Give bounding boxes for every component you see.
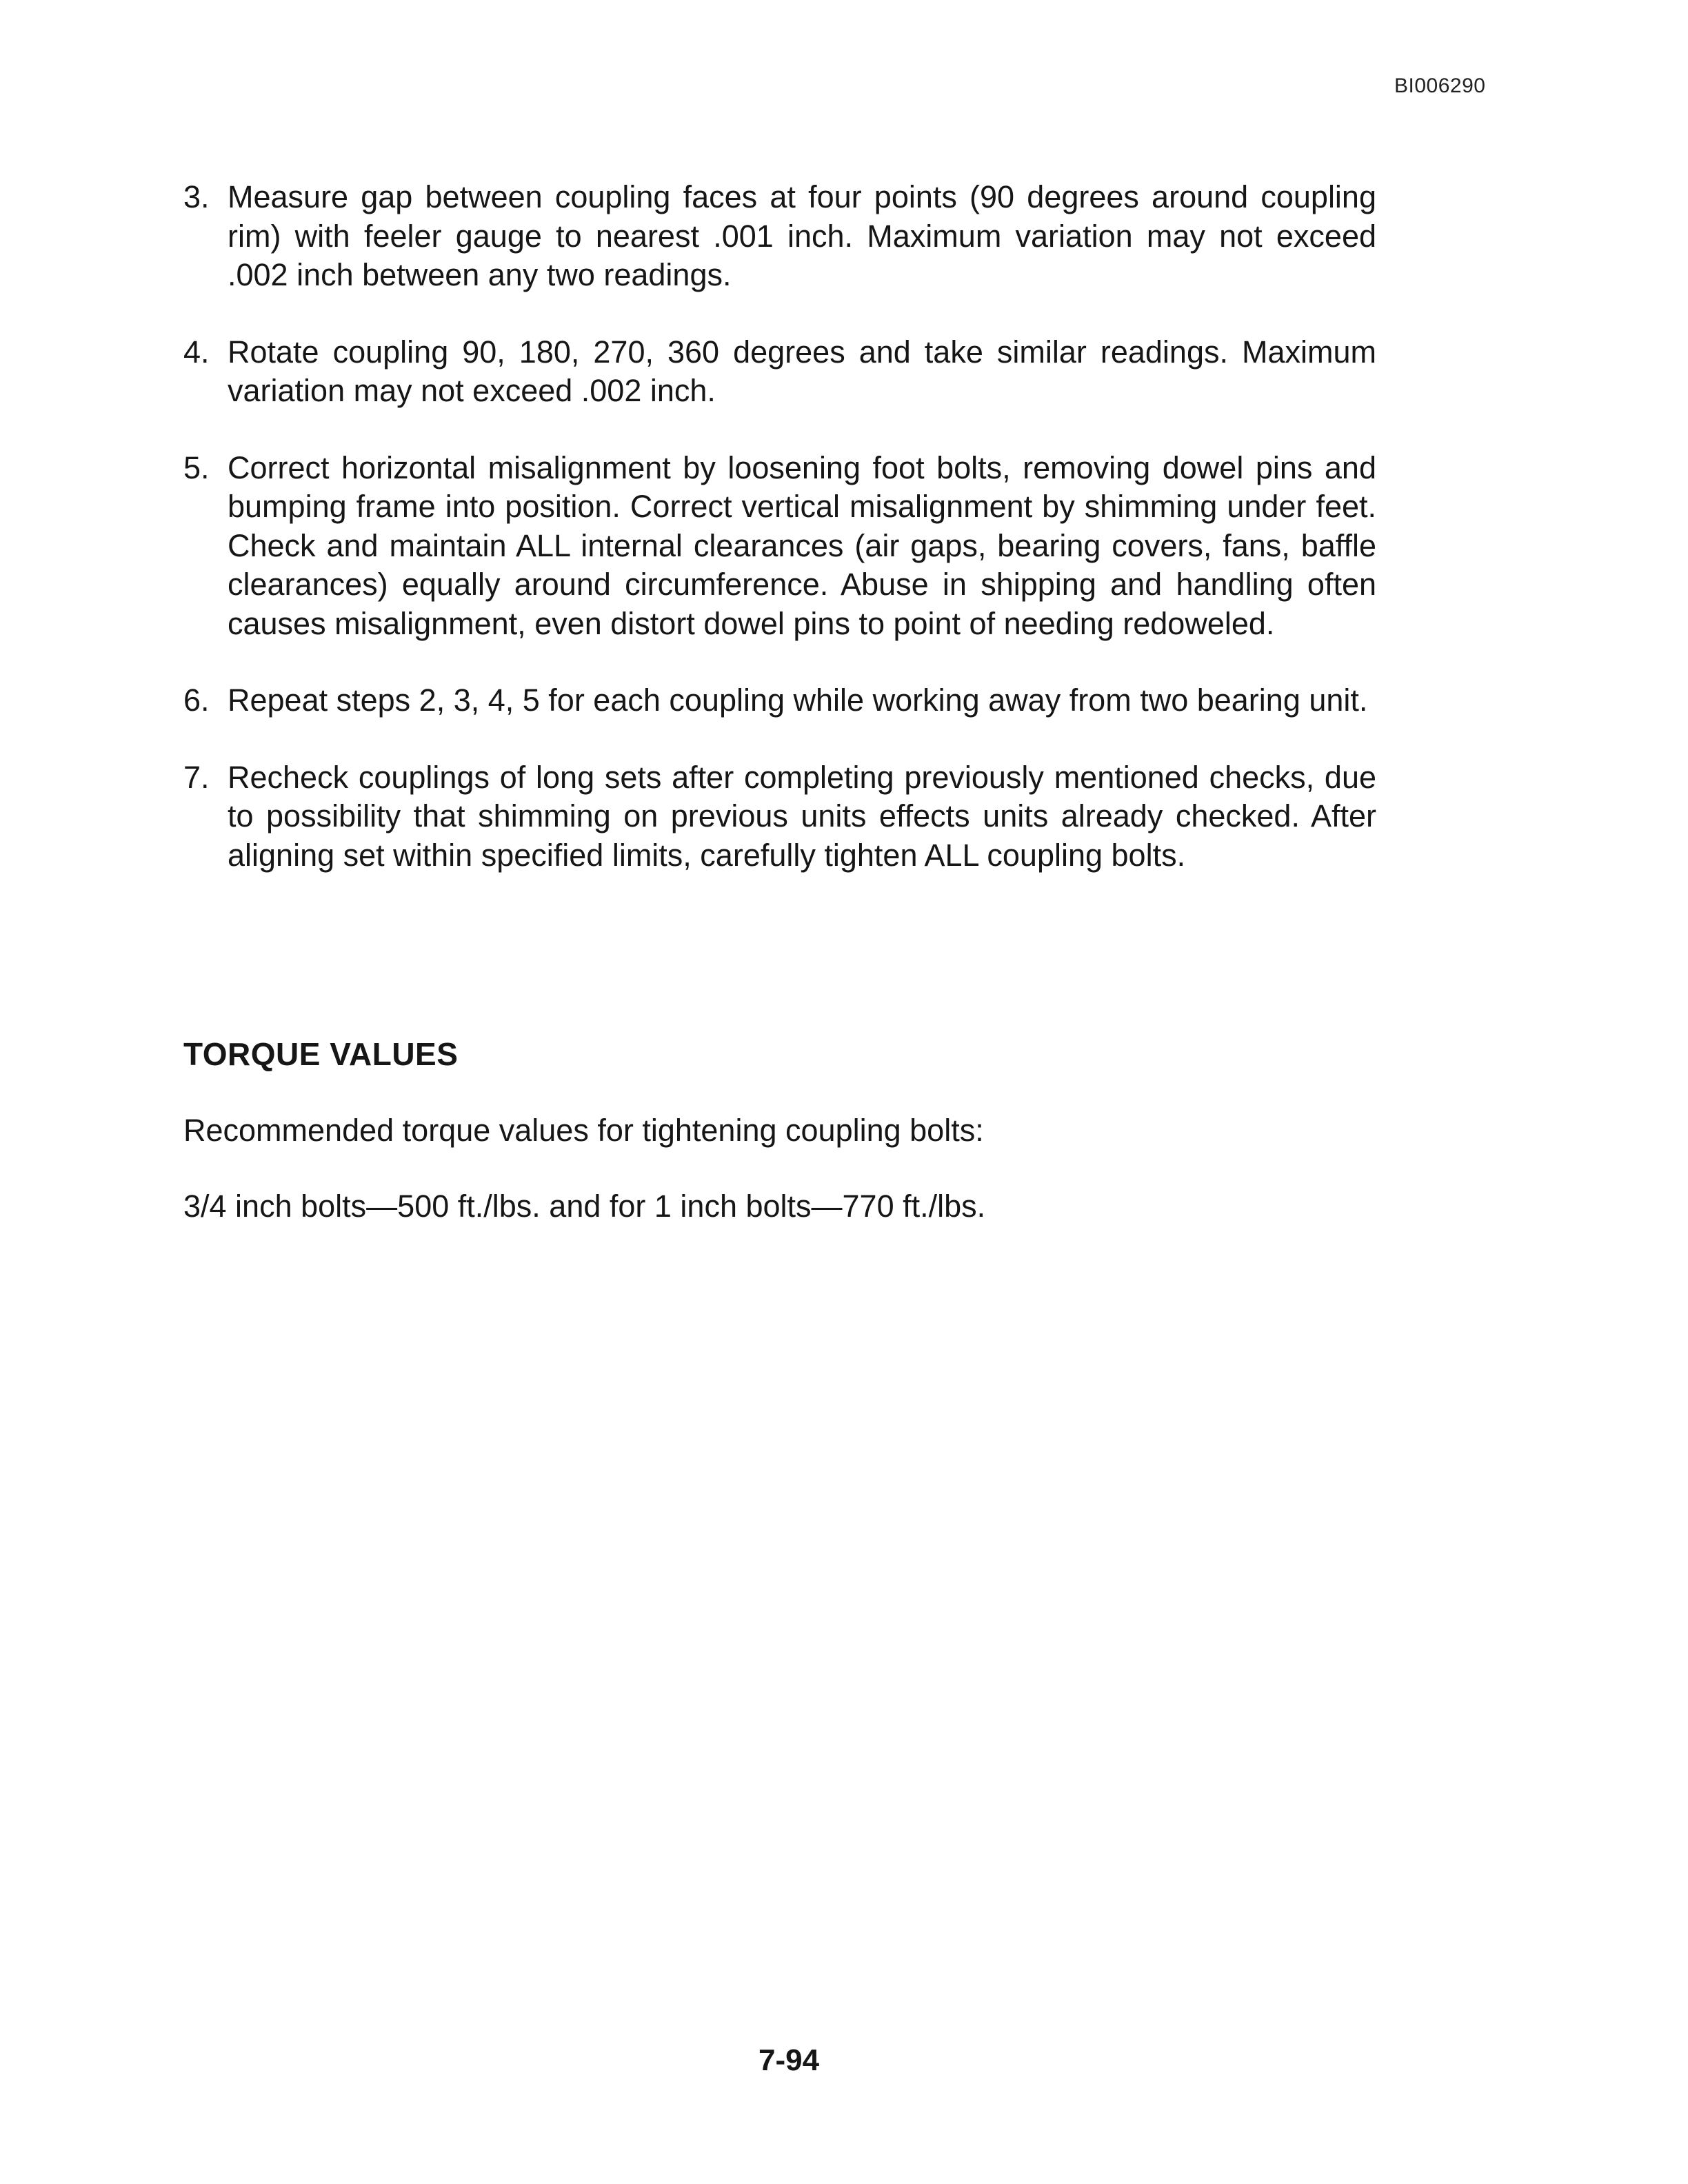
torque-intro-text: Recommended torque values for tightening coupling bolts: [183, 1113, 984, 1148]
step-text: Correct horizontal misalignment by loosening foot bolts, removing dowel pins and bumping frame into position. Correct vertical misalignment by shimming under feet. Check and maintain ALL internal clearances (air gaps, bearing covers, fans, baffle clearances) equally around circumference. Abuse in shipping and handling often causes misalignment, even distort dowel pins to point of needing redoweled. [228, 449, 1376, 641]
procedure-step [183, 178, 1376, 295]
step-text: Recheck couplings of long sets after completing previously mentioned checks, due to possibility that shimming on previous units effects units already checked. After aligning set within specified limits, carefully tighten ALL coupling bolts. [228, 759, 1376, 873]
step-number: 5. [183, 449, 210, 485]
procedure-step [183, 333, 1376, 411]
torque-values-heading: TORQUE VALUES [183, 1036, 459, 1072]
step-text: Measure gap between coupling faces at four points (90 degrees around coupling rim) with feeler gauge to nearest .001 inch. Maximum variation may not exceed .002 inch between any two readings. [228, 179, 1376, 292]
document-id: BI006290 [1394, 74, 1486, 97]
torque-values-text: 3/4 inch bolts—500 ft./lbs. and for 1 inch bolts—770 ft./lbs. [183, 1189, 986, 1224]
step-number: 7. [183, 759, 210, 795]
procedure-steps-list [183, 178, 1376, 913]
step-number: 6. [183, 682, 210, 718]
step-text: Rotate coupling 90, 180, 270, 360 degrees and take similar readings. Maximum variation may not exceed .002 inch. [228, 334, 1376, 408]
procedure-step [183, 681, 1376, 720]
step-number: 4. [183, 334, 210, 370]
procedure-step [183, 758, 1376, 876]
step-number: 3. [183, 179, 210, 214]
page-number: 7-94 [758, 2043, 820, 2077]
step-text: Repeat steps 2, 3, 4, 5 for each coupling while working away from two bearing unit. [228, 682, 1368, 718]
procedure-step [183, 449, 1376, 644]
